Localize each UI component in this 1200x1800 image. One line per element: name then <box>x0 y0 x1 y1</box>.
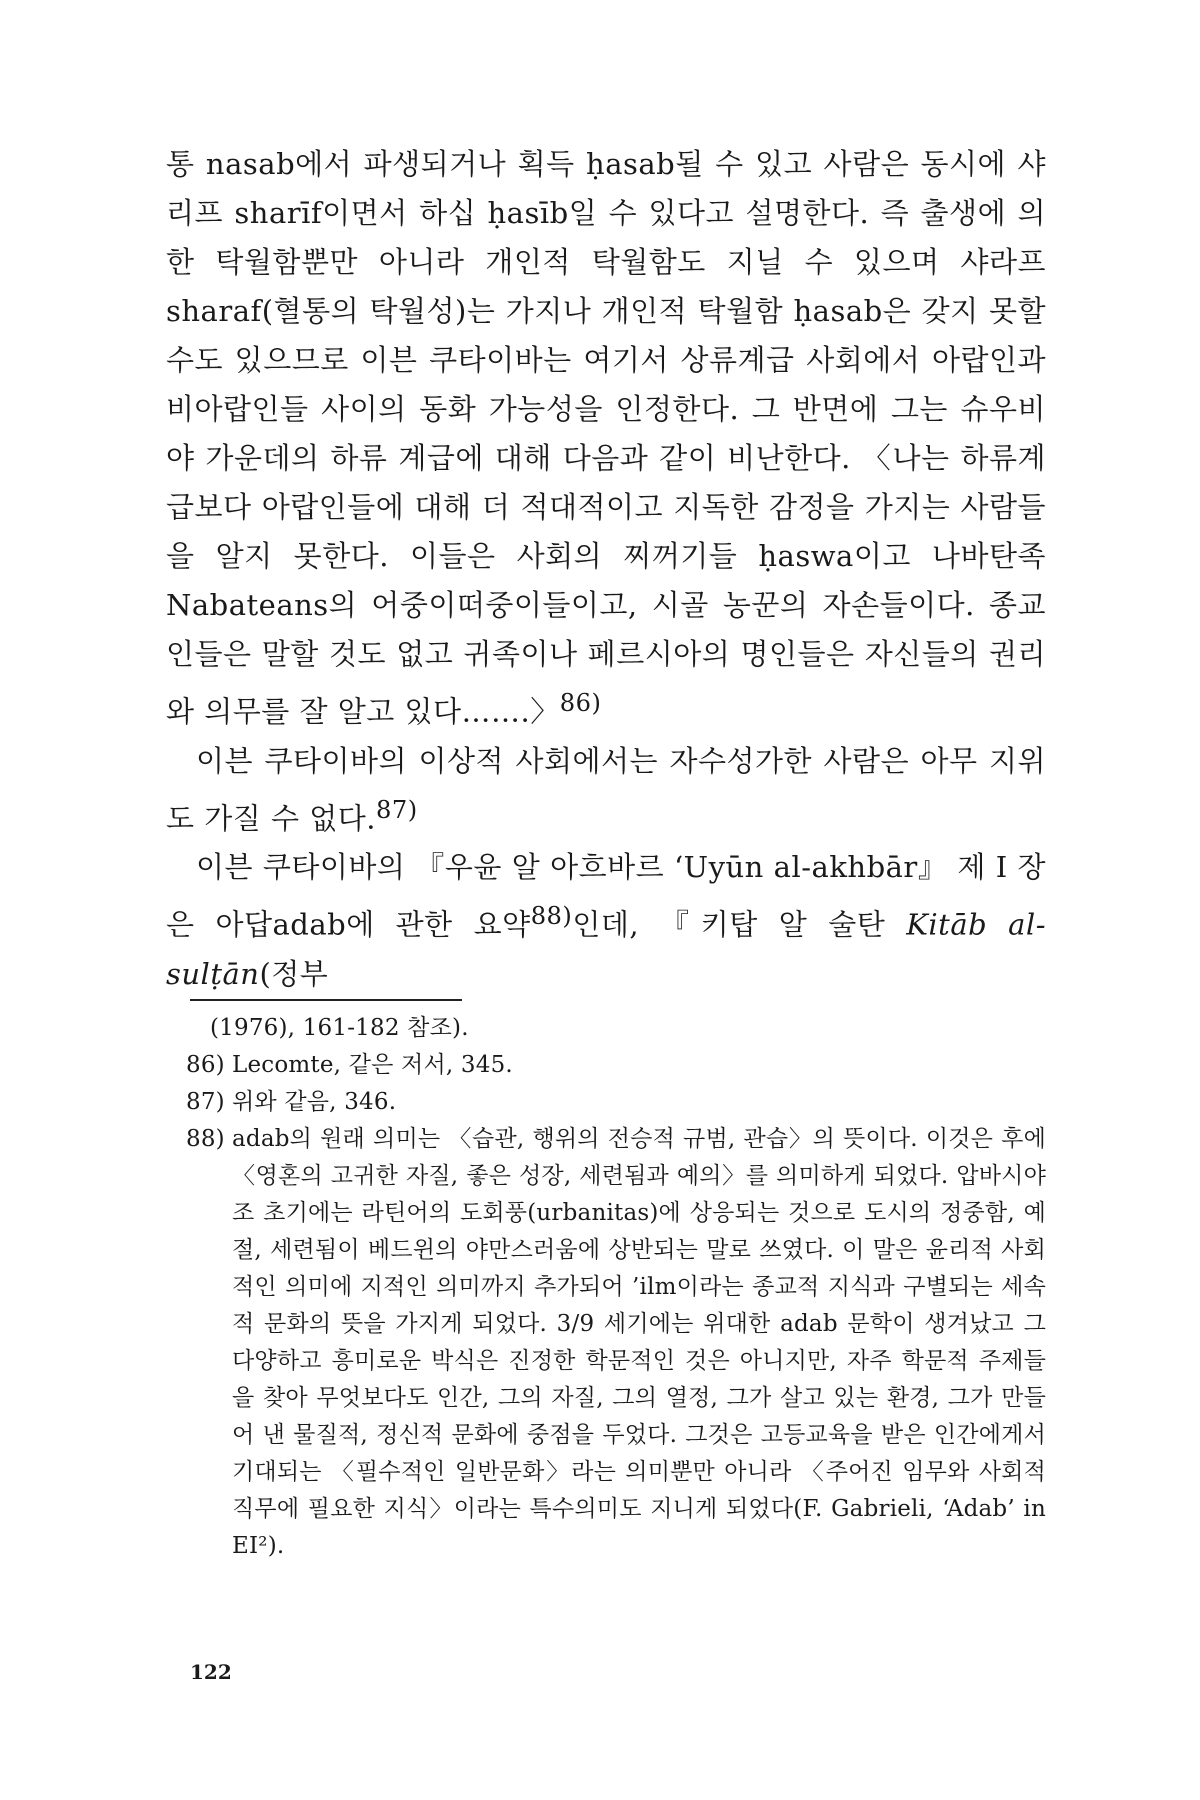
footnote-number: 86) <box>186 1052 225 1078</box>
paragraph-2 <box>166 737 1046 844</box>
footnote-86 <box>186 1047 1046 1084</box>
paragraph-1-text: 통 nasab에서 파생되거나 획득 ḥasab될 수 있고 사람은 동시에 샤리프 sharīf이면서 하십 ḥasīb일 수 있다고 설명한다. 즉 출생에 의한 탁월함뿐만 아니라 개인적 탁월함도 지닐 수 있으며 샤라프 sharaf(혈통의 탁월성)는 가지나 개인적 탁월함 ḥasab은 갖지 못할 수도 있으므로 이븐 쿠타이바는 여기서 상류계급 사회에서 아랍인과 비아랍인들 사이의 동화 가능성을 인정한다. 그 반면에 그는 슈우비야 가운데의 하류 계급에 대해 다음과 같이 비난한다. 〈나는 하류계급보다 아랍인들에 대해 더 적대적이고 지독한 감정을 가지는 사람들을 알지 못한다. 이들은 사회의 찌꺼기들 ḥaswa이고 나바탄족 Nabateans의 어중이떠중이들이고, 시골 농꾼의 자손들이다. 종교인들은 말할 것도 없고 귀족이나 페르시아의 명인들은 자신들의 권리와 의무를 잘 알고 있다…….〉 <box>166 147 1046 729</box>
paragraph-1 <box>166 140 1046 737</box>
page-number: 122 <box>190 1660 232 1684</box>
footnote-88 <box>186 1121 1046 1565</box>
footnote-text: Lecomte, 같은 저서, 345. <box>232 1052 513 1078</box>
footnote-ref-87: 87) <box>375 795 418 824</box>
footnote-87 <box>186 1084 1046 1121</box>
footnotes <box>186 1010 1046 1565</box>
footnote-number: 88) <box>186 1126 225 1152</box>
book-title-italic: Kitāb al-sulṭān <box>166 907 1046 991</box>
footnote-continuation: (1976), 161-182 참조). <box>210 1015 469 1041</box>
paragraph-3-text-c: (정부 <box>259 956 329 991</box>
paragraph-3 <box>166 843 1046 999</box>
footnote-text: adab의 원래 의미는 〈습관, 행위의 전승적 규범, 관습〉의 뜻이다. 이것은 후에 〈영혼의 고귀한 자질, 좋은 성장, 세련됨과 예의〉를 의미하게 되었다. 압바시야조 초기에는 라틴어의 도회풍(urbanitas)에 상응되는 것으로 도시의 정중함, 예절, 세련됨이 베드윈의 야만스러움에 상반되는 말로 쓰였다. 이 말은 윤리적 사회적인 의미에 지적인 의미까지 추가되어 ’ilm이라는 종교적 지식과 구별되는 세속적 문화의 뜻을 가지게 되었다. 3/9 세기에는 위대한 adab 문학이 생겨났고 그 다양하고 흥미로운 박식은 진정한 학문적인 것은 아니지만, 자주 학문적 주제들을 찾아 무엇보다도 인간, 그의 자질, 그의 열정, 그가 살고 있는 환경, 그가 만들어 낸 물질적, 정신적 문화에 중점을 두었다. 그것은 고등교육을 받은 인간에게서 기대되는 〈필수적인 일반문화〉라는 의미뿐만 아니라 〈주어진 임무와 사회적 직무에 필요한 지식〉이라는 특수의미도 지니게 되었다(F. Gabrieli, ‘Adab’ in EI²). <box>232 1126 1046 1559</box>
footnote-separator <box>190 999 462 1001</box>
paragraph-3-text-b: 인데, 『키탑 알 술탄 <box>572 907 907 942</box>
footnote-ref-86: 86) <box>559 689 602 717</box>
paragraph-3-text-a: 이븐 쿠타이바의 『우윤 알 아흐바르 ‘Uyūn al-akhbār』 제 I 장은 아답adab에 관한 요약 <box>166 850 1046 942</box>
paragraph-2-text: 이븐 쿠타이바의 이상적 사회에서는 자수성가한 사람은 아무 지위도 가질 수 없다. <box>166 743 1046 836</box>
footnote-number: 87) <box>186 1089 225 1115</box>
footnote-ref-88: 88) <box>530 902 573 931</box>
body-text <box>166 140 1046 999</box>
footnote-text: 위와 같음, 346. <box>232 1089 397 1115</box>
